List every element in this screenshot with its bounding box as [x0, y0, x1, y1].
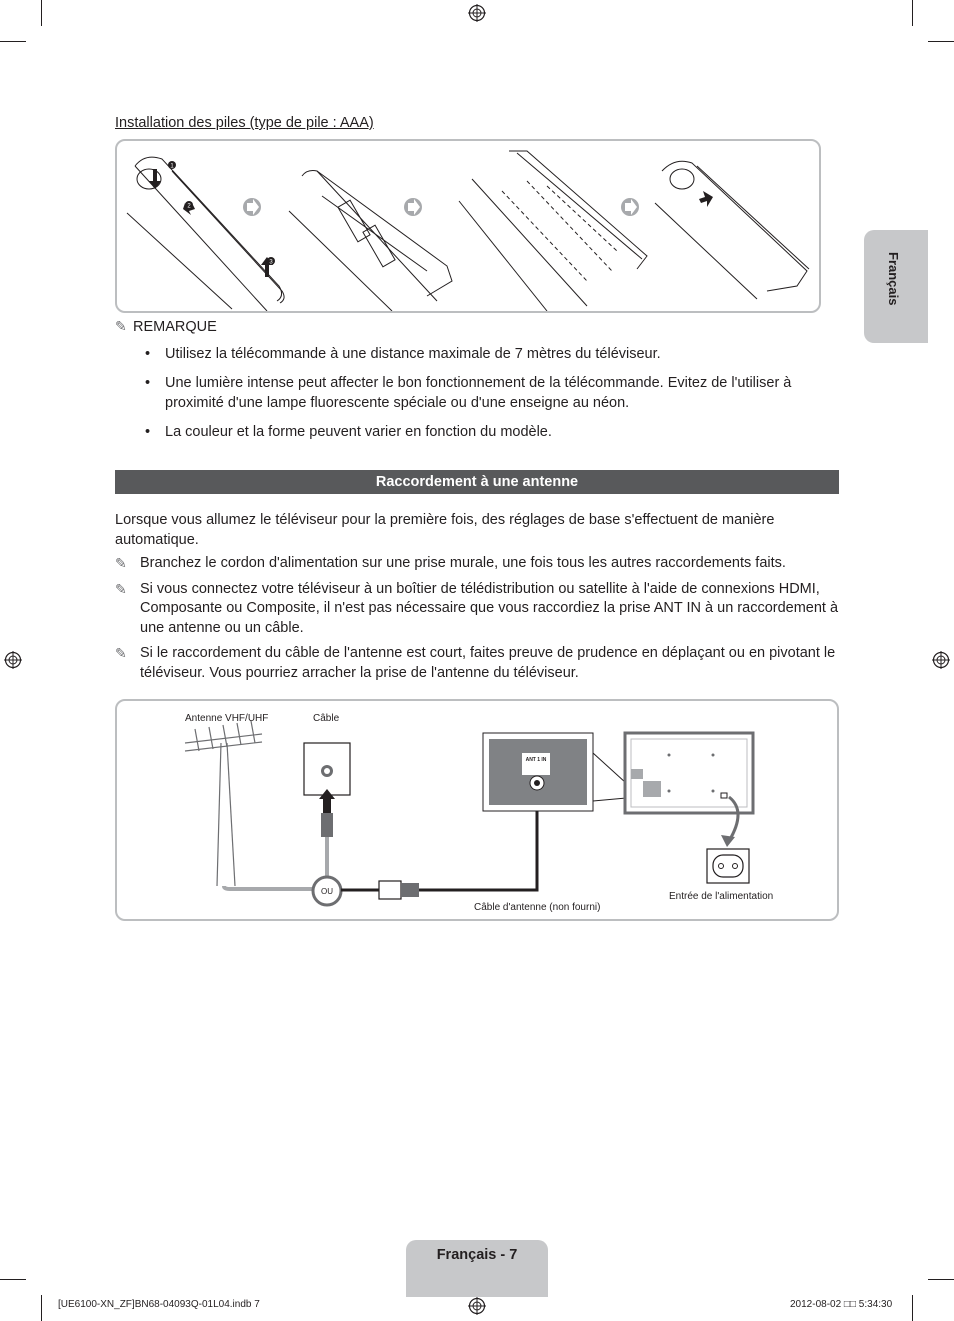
next-step-arrow-icon	[621, 198, 639, 216]
note-text: Si vous connectez votre téléviseur à un boîtier de télédistribution ou satellite à l'aide de connexions HDMI, Composante ou Composite, il n'est pas nécessaire que vous raccordiez la prise ANT IN à un raccordement à une antenne ou un câble.	[140, 580, 839, 636]
cable-wall-outlet-icon	[304, 743, 350, 837]
crop-mark	[928, 41, 954, 42]
remark-heading	[115, 318, 217, 335]
next-step-arrow-icon	[404, 198, 422, 216]
antenna-icon	[185, 721, 262, 886]
remote-step-2	[289, 171, 452, 311]
step-number: 3	[269, 259, 273, 266]
bullet-dot: •	[145, 423, 151, 440]
step-number: 2	[187, 203, 191, 210]
note-pencil-icon: ✎	[115, 555, 127, 571]
power-label: Entrée de l'alimentation	[669, 891, 774, 902]
antenna-connection-diagram	[117, 701, 837, 919]
list-item	[145, 374, 845, 413]
ant-in-label: ANT 1 IN	[525, 757, 547, 763]
antenna-notes	[115, 554, 839, 689]
step-number: 1	[170, 163, 174, 170]
crop-mark	[0, 41, 26, 42]
note-item	[115, 644, 839, 683]
crop-mark	[41, 0, 42, 26]
list-item-text: Une lumière intense peut affecter le bon fonctionnement de la télécommande. Evitez de l'utiliser à proximité d'une lampe fluorescente spéciale ou d'une enseigne au néon.	[165, 375, 792, 411]
battery-illustration-panel	[115, 139, 821, 313]
antenna-label: Antenne VHF/UHF	[185, 713, 269, 724]
crop-mark	[912, 0, 913, 26]
slide-cover-arrow-icon	[699, 191, 713, 207]
power-arrow-icon	[721, 835, 735, 847]
remote-step-3	[459, 151, 647, 311]
language-side-tab	[864, 230, 928, 343]
note-pencil-icon: ✎	[115, 645, 127, 661]
antenna-section-header: Raccordement à une antenne	[115, 470, 839, 494]
registration-mark-icon	[468, 1297, 486, 1315]
remote-step-4	[655, 161, 809, 299]
page-number-tab	[406, 1240, 548, 1297]
cable-caption: Câble d'antenne (non fourni)	[474, 902, 601, 913]
bullet-dot: •	[145, 375, 151, 391]
list-item-text: La couleur et la forme peuvent varier en fonction du modèle.	[165, 423, 552, 440]
remark-list	[145, 345, 845, 452]
list-item	[145, 345, 845, 365]
list-item	[145, 423, 845, 443]
footer-file-info: [UE6100-XN_ZF]BN68-04093Q-01L04.indb 7	[58, 1299, 260, 1310]
next-step-arrow-icon	[243, 198, 261, 216]
power-socket-icon	[707, 849, 749, 883]
antenna-intro-text: Lorsque vous allumez le téléviseur pour la première fois, des réglages de base s'effectuent de manière automatique.	[115, 512, 775, 548]
bullet-dot: •	[145, 346, 151, 362]
language-side-label: Français	[886, 252, 901, 306]
battery-section-title: Installation des piles (type de pile : AAA)	[115, 115, 374, 131]
antenna-cable-line	[224, 886, 313, 889]
step-number-badges	[168, 161, 275, 266]
or-junction-icon	[313, 877, 341, 905]
note-text: Si le raccordement du câble de l'antenne est court, faites preuve de prudence en déplaçant ou en pivotant le téléviseur. Vous pourriez arracher la prise de l'antenne du téléviseur.	[140, 645, 836, 681]
crop-mark	[928, 1279, 954, 1280]
registration-mark-icon	[932, 651, 950, 669]
registration-mark-icon	[4, 651, 22, 669]
note-pencil-icon: ✎	[115, 318, 127, 334]
registration-mark-icon	[468, 4, 486, 22]
coax-connector-icon	[379, 881, 419, 899]
antenna-diagram-panel	[115, 699, 839, 921]
or-label: OU	[321, 887, 333, 896]
battery-steps-illustration	[117, 141, 819, 311]
remark-heading-text: REMARQUE	[133, 319, 217, 335]
note-item	[115, 554, 839, 574]
ant-in-panel	[483, 733, 593, 811]
remote-step-1	[127, 157, 284, 311]
page-number-label: Français - 7	[436, 1247, 518, 1263]
crop-mark	[912, 1295, 913, 1321]
footer-timestamp: 2012-08-02 □□ 5:34:30	[790, 1299, 893, 1310]
crop-mark	[41, 1295, 42, 1321]
list-item-text: Utilisez la télécommande à une distance maximale de 7 mètres du téléviseur.	[165, 346, 661, 362]
note-pencil-icon: ✎	[115, 580, 127, 597]
cable-label: Câble	[313, 713, 340, 724]
note-item	[115, 580, 839, 639]
crop-mark	[0, 1279, 26, 1280]
note-text: Branchez le cordon d'alimentation sur une prise murale, une fois tous les autres raccordements faits.	[140, 555, 786, 571]
